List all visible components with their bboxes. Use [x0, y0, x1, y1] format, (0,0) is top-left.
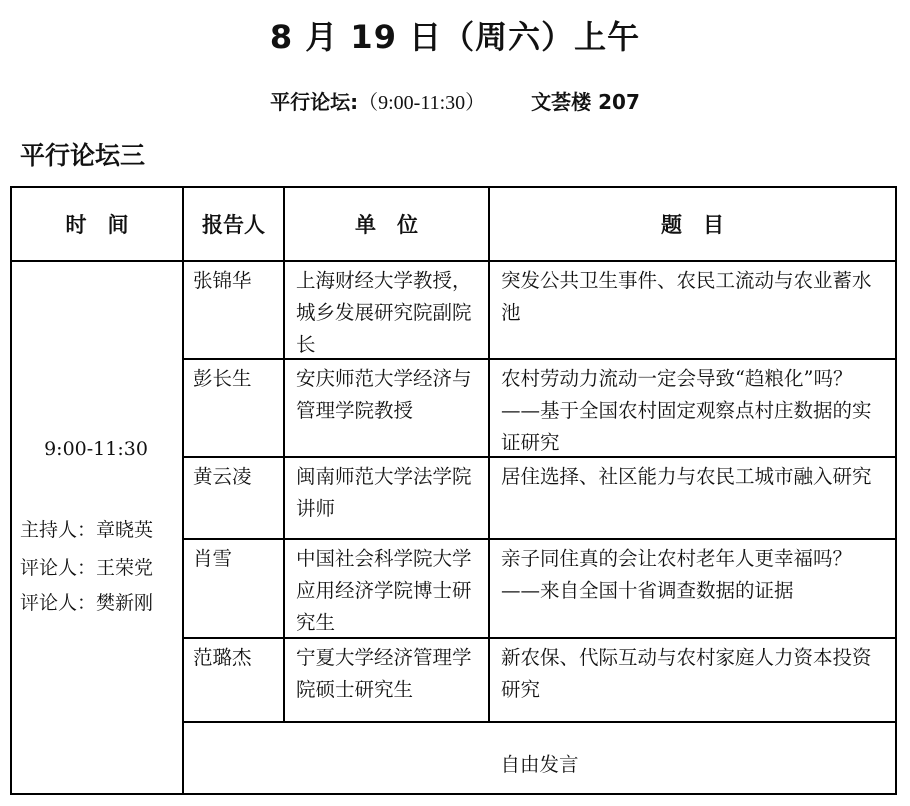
table-border-bottom	[10, 793, 897, 795]
column-header-time: 时 间	[65, 213, 129, 237]
session-time-cell: 9:00-11:30	[44, 438, 148, 460]
speaker-name: 张锦华	[193, 269, 252, 292]
session-label: 平行论坛:	[270, 90, 359, 114]
talk-topic: 农村劳动力流动一定会导致“趋粮化”吗？——基于全国农村固定观察点村庄数据的实证研究	[501, 367, 872, 454]
commentator: 评论人：樊新刚	[20, 592, 154, 614]
speaker-name: 黄云凌	[193, 465, 252, 488]
forum-title: 平行论坛三	[20, 141, 146, 170]
talk-topic: 突发公共卫生事件、农民工流动与农业蓄水池	[501, 269, 872, 324]
commentator: 评论人：王荣党	[20, 557, 154, 579]
speaker-unit: 宁夏大学经济管理学院硕士研究生	[296, 646, 472, 701]
speaker-unit: 中国社会科学院大学应用经济学院博士研究生	[296, 547, 472, 634]
schedule-table	[10, 186, 897, 795]
column-header-topic: 题 目	[661, 213, 724, 237]
speaker-name: 肖雪	[193, 547, 233, 570]
talk-topic: 居住选择、社区能力与农民工城市融入研究	[501, 465, 872, 488]
table-border-left	[10, 186, 12, 795]
host: 主持人：章晓英	[20, 519, 154, 541]
venue: 文荟楼 207	[531, 90, 640, 114]
column-header-unit: 单 位	[355, 213, 418, 237]
speaker-name: 范璐杰	[193, 646, 252, 669]
speaker-name: 彭长生	[193, 367, 252, 390]
talk-topic: 新农保、代际互动与农村家庭人力资本投资研究	[501, 646, 872, 701]
speaker-unit: 安庆师范大学经济与管理学院教授	[296, 367, 472, 422]
session-time: （9:00-11:30）	[358, 92, 486, 114]
page-title: 8 月 19 日（周六）上午	[269, 18, 641, 56]
session-info	[0, 86, 910, 115]
speaker-unit: 闽南师范大学法学院讲师	[296, 465, 472, 520]
talk-topic: 亲子同住真的会让农村老年人更幸福吗？——来自全国十省调查数据的证据	[501, 547, 853, 602]
column-header-speaker: 报告人	[202, 213, 265, 237]
free-speech: 自由发言	[500, 753, 579, 776]
table-border-right	[895, 186, 897, 795]
speaker-unit: 上海财经大学教授，城乡发展研究院副院长	[296, 269, 472, 356]
